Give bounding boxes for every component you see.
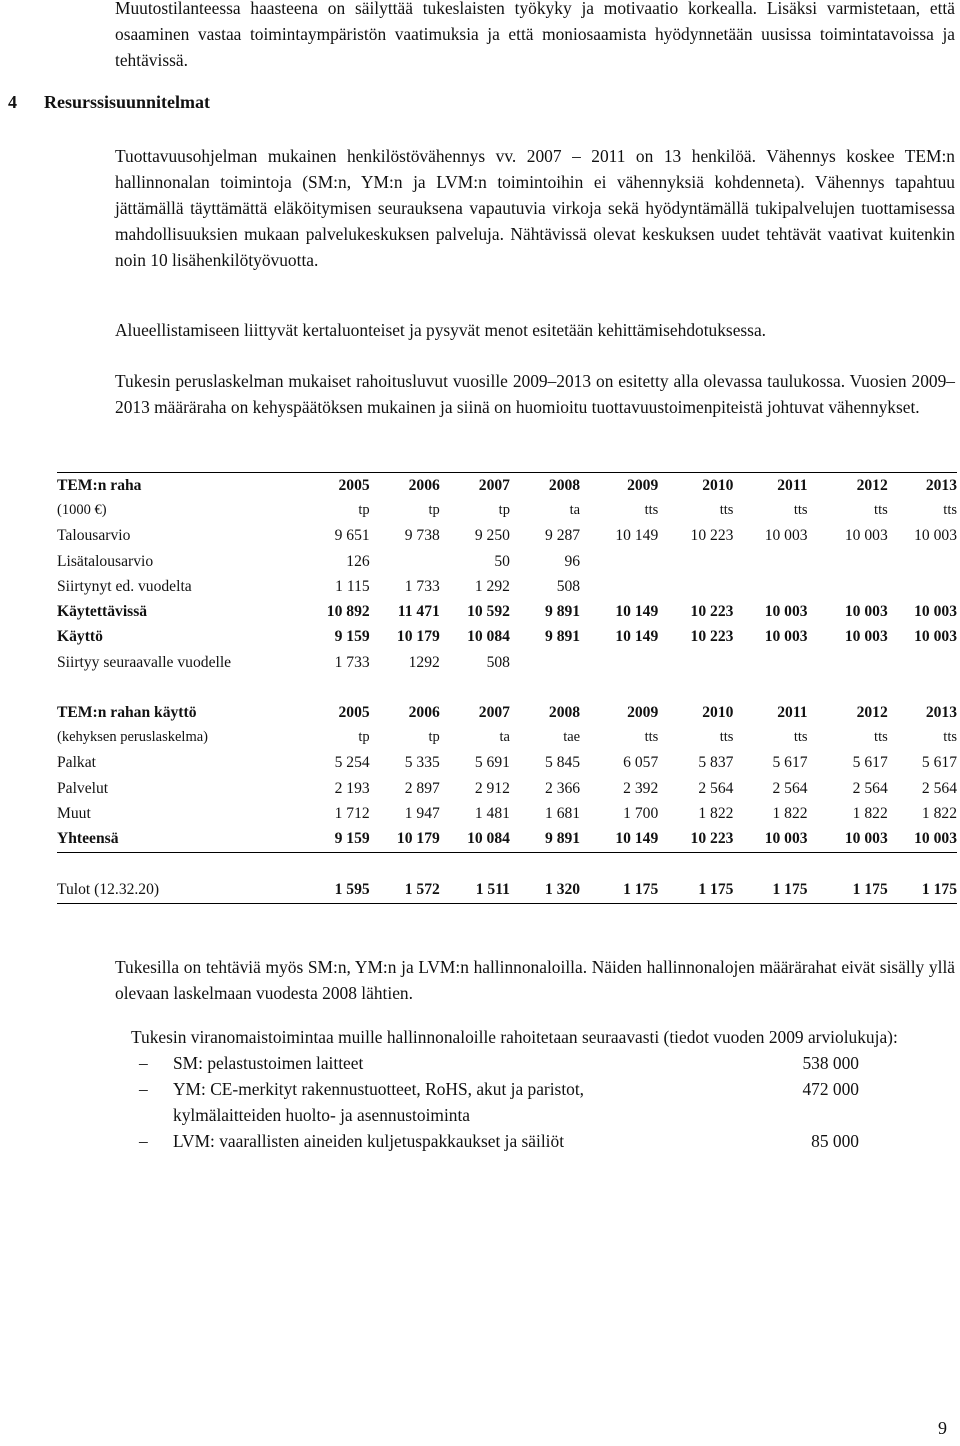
staff-reduction-paragraph: Tuottavuusohjelman mukainen henkilöstövähennys vv. 2007 – 2011 on 13 henkilöä. Vähennys koskee TEM:n hallinnonalan toimintoja (SM:n, YM:n ja LVM:n toimintoihin ei vähennyksiä kohdenneta). Vähennys tapahtuu jättämällä täyttämättä eläköitymisen seurauksena vapautuvia virkoja sekä hyödyntämällä tukipalvelujen tuottamisessa mahdollisuuksien mukaan palvelukeskuksen palveluja. Nähtävissä olevat keskuksen uudet tehtävät vaativat kuitenkin noin 10 lisähenkilötyövuotta. xyxy=(115,146,955,270)
table-cell: 1 733 xyxy=(404,577,440,595)
table-cell: tae xyxy=(563,729,581,746)
table-cell: 10 084 xyxy=(467,628,510,646)
table-cell: 2012 xyxy=(856,703,888,721)
table-cell: 9 159 xyxy=(272,826,369,852)
section-heading xyxy=(8,92,210,113)
table-cell: 1 292 xyxy=(474,577,510,595)
table-cell: 2007 xyxy=(440,473,510,499)
table-cell: 10 592 xyxy=(467,603,510,621)
table-cell: tts xyxy=(644,729,659,746)
row-label: Siirtynyt ed. vuodelta xyxy=(57,577,192,595)
table-cell: tts xyxy=(943,502,957,519)
spacer-row xyxy=(57,852,957,878)
intro-paragraph: Muutostilanteessa haasteena on säilyttää tukeslaisten työkyky ja motivaatio korkealla. Lisäksi varmistetaan, että osaaminen vastaa toimintaympäristön vaatimuksia ja että moniosaamista hyödynnetään uusissa toimintatavoissa ja tehtävissä. xyxy=(115,0,955,70)
table-cell: 10 149 xyxy=(580,826,658,852)
list-item-text: YM: CE-merkityt rakennustuotteet, RoHS, akut ja paristot, kylmälaitteiden huolto- ja asennustoiminta xyxy=(173,1079,585,1125)
table-cell: 2 564 xyxy=(772,779,808,797)
table-cell: 2 564 xyxy=(698,779,734,797)
table-cell: 10 003 xyxy=(844,628,888,646)
table-cell xyxy=(733,549,807,574)
table-subheader-row xyxy=(57,725,957,750)
list-item: – YM: CE-merkityt rakennustuotteet, RoHS, akut ja paristot, kylmälaitteiden huolto- ja asennustoiminta 472 000 xyxy=(131,1076,956,1128)
table-cell: 2011 xyxy=(777,703,808,721)
list-item-text: LVM: vaarallisten aineiden kuljetuspakkaukset ja säiliöt xyxy=(173,1131,565,1151)
table-cell: tts xyxy=(943,729,957,746)
table-cell: 1 822 xyxy=(772,804,808,822)
table-cell: 10 179 xyxy=(396,628,440,646)
table-cell: 2 912 xyxy=(474,779,510,797)
table-cell: tts xyxy=(874,729,888,746)
table-cell: 10 003 xyxy=(764,628,808,646)
table-subheader-row xyxy=(57,498,957,523)
table-cell: 9 738 xyxy=(404,527,440,545)
table-cell: 10 084 xyxy=(440,826,510,852)
table-cell: 2013 xyxy=(925,703,957,721)
row-label: Talousarvio xyxy=(57,527,131,545)
list-item-value: 472 000 xyxy=(802,1079,859,1099)
table-cell: 5 845 xyxy=(545,754,581,772)
regionalization-paragraph: Alueellistamiseen liittyvät kertaluonteiset ja pysyvät menot esitetään kehittämisehdotuksessa. xyxy=(115,320,767,340)
row-label: (1000 €) xyxy=(57,502,107,519)
table-cell: 2 564 xyxy=(921,779,957,797)
table-cell: 2005 xyxy=(272,473,369,499)
table-cell: 2009 xyxy=(627,703,659,721)
row-label: Palkat xyxy=(57,754,96,772)
table-row xyxy=(57,776,957,801)
table-cell: 9 250 xyxy=(474,527,510,545)
list-item: – LVM: vaarallisten aineiden kuljetuspakkaukset ja säiliöt 85 000 xyxy=(131,1128,956,1180)
table-cell: 96 xyxy=(564,552,581,570)
table-header-row xyxy=(57,473,957,499)
table-cell: 2008 xyxy=(548,703,581,721)
table-row xyxy=(57,826,957,852)
table-cell: ta xyxy=(569,502,581,519)
table-cell: 50 xyxy=(494,552,510,570)
table-cell: 10 149 xyxy=(615,603,659,621)
table-cell: 1 947 xyxy=(404,804,440,822)
list-item-text: SM: pelastustoimen laitteet xyxy=(173,1053,364,1073)
table-cell: 9 891 xyxy=(510,826,580,852)
table-cell: 5 617 xyxy=(852,754,888,772)
table-cell: 9 159 xyxy=(334,628,370,646)
table-cell: 1 700 xyxy=(623,804,659,822)
table-cell: 1 822 xyxy=(852,804,888,822)
table-cell: 1 175 xyxy=(658,878,733,904)
table-cell: 5 617 xyxy=(772,754,808,772)
table-cell xyxy=(658,574,733,599)
table-cell: 1 511 xyxy=(440,878,510,904)
table-cell: 10 003 xyxy=(914,603,957,621)
table-cell xyxy=(888,574,957,599)
table-cell xyxy=(808,650,888,675)
table-cell xyxy=(733,650,807,675)
table-cell: 2007 xyxy=(478,703,510,721)
table-cell xyxy=(888,650,957,675)
table-cell: ta xyxy=(499,729,510,746)
table-row xyxy=(57,524,957,549)
table-cell: 2 897 xyxy=(404,779,440,797)
table-cell xyxy=(580,650,658,675)
list-intro: Tukesin viranomaistoimintaa muille hallinnonaloille rahoitetaan seuraavasti (tiedot vuoden 2009 arviolukuja): xyxy=(131,1027,898,1047)
table-cell: 10 003 xyxy=(808,826,888,852)
table-cell: tts xyxy=(719,729,734,746)
table-cell: 1 822 xyxy=(921,804,957,822)
table-cell: 5 335 xyxy=(404,754,440,772)
table-cell: 10 003 xyxy=(914,527,957,545)
table-cell: tp xyxy=(498,502,510,519)
table-row xyxy=(57,574,957,599)
row-label: Palvelut xyxy=(57,779,109,797)
table-cell: 1 572 xyxy=(370,878,440,904)
section-title: Resurssisuunnitelmat xyxy=(44,92,211,112)
table-cell: 10 003 xyxy=(844,527,888,545)
table-cell: 2009 xyxy=(580,473,658,499)
table-cell: 1 175 xyxy=(888,878,957,904)
table-cell xyxy=(658,650,733,675)
table-cell: 10 003 xyxy=(888,826,957,852)
table-cell xyxy=(658,549,733,574)
table-cell: 10 892 xyxy=(326,603,370,621)
row-label: Yhteensä xyxy=(57,826,272,852)
table-cell: 1292 xyxy=(408,653,440,671)
row-label: TEM:n raha xyxy=(57,473,272,499)
table-cell: tp xyxy=(428,729,440,746)
table-cell: tp xyxy=(358,729,370,746)
row-label: Käytettävissä xyxy=(57,603,148,621)
table-cell: 10 149 xyxy=(615,527,659,545)
table-cell: 5 617 xyxy=(921,754,957,772)
table-cell: 10 003 xyxy=(764,603,808,621)
table-cell: 9 891 xyxy=(545,628,581,646)
table-cell: 1 175 xyxy=(733,878,807,904)
table-cell xyxy=(580,574,658,599)
table-cell: tp xyxy=(358,502,370,519)
authority-funding-list xyxy=(131,1024,956,1180)
table-cell: 10 003 xyxy=(733,826,807,852)
table-cell: 5 691 xyxy=(474,754,510,772)
table-row xyxy=(57,599,957,624)
tem-usage-table xyxy=(57,700,957,904)
table-cell: 1 320 xyxy=(510,878,580,904)
row-label: Muut xyxy=(57,804,91,822)
table-cell: 2010 xyxy=(658,473,733,499)
table-cell: 126 xyxy=(346,552,370,570)
table-cell: 10 223 xyxy=(690,603,734,621)
table-cell: 1 712 xyxy=(334,804,370,822)
row-label: Tulot (12.32.20) xyxy=(57,878,272,904)
table-cell: 11 471 xyxy=(397,603,440,621)
table-cell: 10 003 xyxy=(764,527,808,545)
table-row xyxy=(57,549,957,574)
row-label: TEM:n rahan käyttö xyxy=(57,703,197,721)
table-cell: 5 837 xyxy=(698,754,734,772)
row-label: (kehyksen peruslaskelma) xyxy=(57,729,208,746)
income-row xyxy=(57,878,957,904)
table-row xyxy=(57,625,957,650)
section-number: 4 xyxy=(8,92,17,112)
table-cell: 1 822 xyxy=(698,804,734,822)
table-row xyxy=(57,650,957,675)
table-cell: 508 xyxy=(556,577,581,595)
table-cell: 9 287 xyxy=(545,527,581,545)
table-cell: 2008 xyxy=(510,473,580,499)
table-cell: tts xyxy=(793,502,808,519)
table-cell: tts xyxy=(793,729,808,746)
table-row xyxy=(57,751,957,776)
table-cell xyxy=(510,650,580,675)
tem-funding-table xyxy=(57,472,957,675)
table-cell: 1 115 xyxy=(335,577,370,595)
table-cell: 1 175 xyxy=(580,878,658,904)
table-cell: 2 366 xyxy=(545,779,581,797)
table-cell: 2006 xyxy=(408,703,440,721)
table-cell: tp xyxy=(428,502,440,519)
table-cell: 9 891 xyxy=(545,603,581,621)
table-row xyxy=(57,801,957,826)
table-cell: 2005 xyxy=(338,703,370,721)
table-cell xyxy=(808,574,888,599)
table-cell xyxy=(580,549,658,574)
table-cell: tts xyxy=(644,502,659,519)
table-cell: 10 223 xyxy=(690,628,734,646)
table-cell: 1 595 xyxy=(272,878,369,904)
table-cell: 1 733 xyxy=(334,653,370,671)
table-cell: 2006 xyxy=(370,473,440,499)
table-cell: 2013 xyxy=(888,473,957,499)
row-label: Siirtyy seuraavalle vuodelle xyxy=(57,653,232,671)
table-cell: 10 223 xyxy=(658,826,733,852)
table-cell: 508 xyxy=(486,653,510,671)
list-item-value: 538 000 xyxy=(802,1053,859,1073)
list-item: – SM: pelastustoimen laitteet 538 000 xyxy=(131,1050,956,1076)
table-cell: 10 003 xyxy=(844,603,888,621)
list-item-value: 85 000 xyxy=(811,1131,859,1151)
table-cell xyxy=(888,549,957,574)
table-cell: 2010 xyxy=(702,703,734,721)
row-label: Käyttö xyxy=(57,628,103,646)
table-cell: 5 254 xyxy=(334,754,370,772)
table-header-row xyxy=(57,700,957,725)
table-cell: 2 392 xyxy=(623,779,659,797)
table-cell xyxy=(808,549,888,574)
table-cell: 6 057 xyxy=(623,754,659,772)
table-cell: 2 193 xyxy=(334,779,370,797)
table-cell: 9 651 xyxy=(334,527,370,545)
table-cell: 1 175 xyxy=(808,878,888,904)
table-cell xyxy=(733,574,807,599)
table-cell: 10 223 xyxy=(690,527,734,545)
table-cell: 1 681 xyxy=(545,804,581,822)
table-cell xyxy=(370,549,440,574)
table-cell: 1 481 xyxy=(474,804,510,822)
table-cell: 10 149 xyxy=(615,628,659,646)
page-number: 9 xyxy=(938,1418,947,1438)
table-cell: 10 179 xyxy=(370,826,440,852)
row-label: Lisätalousarvio xyxy=(57,552,154,570)
table-cell: 10 003 xyxy=(914,628,957,646)
table-cell: tts xyxy=(719,502,734,519)
funding-paragraph: Tukesin peruslaskelman mukaiset rahoitusluvut vuosille 2009–2013 on esitetty alla olevassa taulukossa. Vuosien 2009–2013 määräraha on kehyspäätöksen mukainen ja siinä on huomioitu tuottavuustoimenpiteistä johtuvat vähennykset. xyxy=(115,371,955,417)
table-cell: 2 564 xyxy=(852,779,888,797)
table-cell: 2011 xyxy=(733,473,807,499)
table-cell: tts xyxy=(874,502,888,519)
table-cell: 2012 xyxy=(808,473,888,499)
other-branches-paragraph: Tukesilla on tehtäviä myös SM:n, YM:n ja LVM:n hallinnonaloilla. Näiden hallinnonalojen määrärahat eivät sisälly yllä olevaan laskelmaan vuodesta 2008 lähtien. xyxy=(115,957,955,1003)
